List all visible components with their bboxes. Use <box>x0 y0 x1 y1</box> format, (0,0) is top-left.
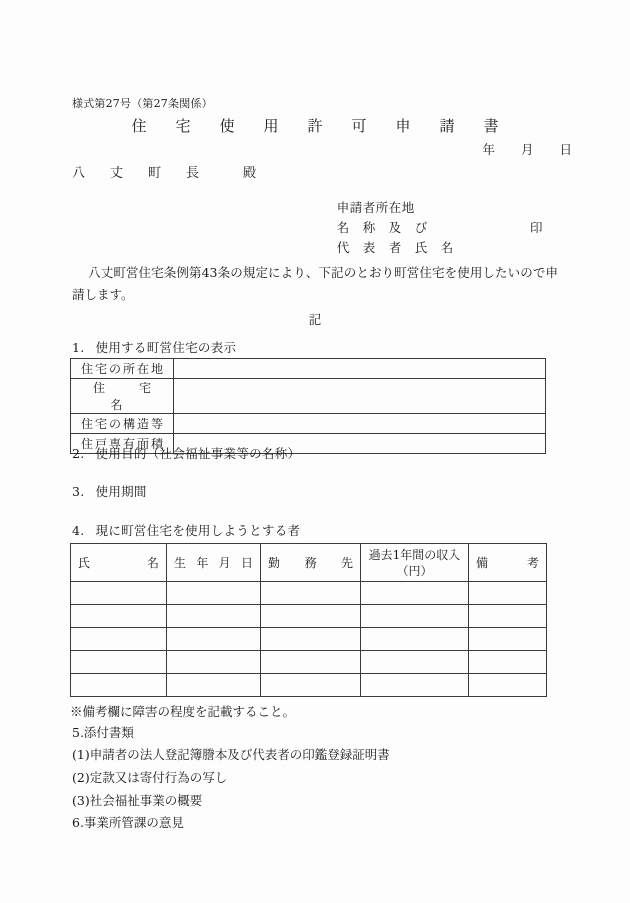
resident-name-cell[interactable] <box>71 651 167 674</box>
page-title: 住 宅 使 用 許 可 申 請 書 <box>131 117 506 135</box>
residents-table <box>70 543 547 697</box>
resident-work-cell[interactable] <box>261 651 361 674</box>
resident-birth-cell[interactable] <box>167 582 261 605</box>
section-1-label: 使用する町営住宅の表示 <box>95 340 237 355</box>
table-row <box>71 628 547 651</box>
resident-income-cell[interactable] <box>361 628 469 651</box>
applicant-representative-row <box>305 218 543 255</box>
housing-display-table <box>70 358 546 454</box>
section-1-heading <box>72 338 236 356</box>
seal-mark: 印 <box>530 220 543 235</box>
resident-income-cell[interactable] <box>361 651 469 674</box>
applicant-name-label: 名 称 及 び <box>336 220 428 235</box>
attachment-item-1: (1)申請者の法人登記簿謄本及び代表者の印鑑登録証明書 <box>72 747 390 762</box>
section-3-heading <box>72 482 147 500</box>
section-3-number: 3. <box>72 484 85 499</box>
column-header-income <box>361 544 469 582</box>
resident-birth-cell[interactable] <box>167 605 261 628</box>
resident-income-cell[interactable] <box>361 582 469 605</box>
resident-birth-cell[interactable] <box>167 651 261 674</box>
resident-work-cell[interactable] <box>261 605 361 628</box>
resident-income-cell[interactable] <box>361 605 469 628</box>
column-header-birth-3: 月 <box>218 556 231 570</box>
column-header-remarks-left: 備 <box>476 556 489 570</box>
attachment-item-2: (2)定款又は寄付行為の写し <box>72 770 228 785</box>
body-paragraph-text: 八丈町営住宅条例第43条の規定により、下記のとおり町営住宅を使用したいので申請します。 <box>72 265 558 302</box>
housing-row-value-name[interactable] <box>174 379 546 414</box>
resident-work-cell[interactable] <box>261 628 361 651</box>
housing-row-label-area: 住戸専有面積 <box>71 434 174 454</box>
column-header-remarks-right: 考 <box>526 556 539 570</box>
remarks-note: ※備考欄に障害の程度を記載すること。 <box>70 704 296 719</box>
resident-name-cell[interactable] <box>71 582 167 605</box>
table-row <box>71 414 546 434</box>
addressee: 八 丈 町 長 殿 <box>72 166 263 181</box>
resident-remarks-cell[interactable] <box>469 605 547 628</box>
applicant-location-row <box>305 178 454 215</box>
column-header-name-right: 名 <box>146 556 159 570</box>
column-header-income-line1: 過去1年間の収入 <box>368 547 461 562</box>
table-row <box>71 605 547 628</box>
resident-income-cell[interactable] <box>361 674 469 697</box>
section-4-heading <box>72 521 300 539</box>
table-row <box>71 674 547 697</box>
section-2-heading <box>72 444 300 462</box>
housing-row-label-location: 住宅の所在地 <box>71 359 174 379</box>
resident-work-cell[interactable] <box>261 674 361 697</box>
resident-birth-cell[interactable] <box>167 674 261 697</box>
section-2-label: 使用目的（社会福祉事業等の名称） <box>95 446 301 461</box>
table-row <box>71 359 546 379</box>
date-day-label: 日 <box>559 142 572 157</box>
table-row <box>71 651 547 674</box>
column-header-birthdate <box>167 544 261 582</box>
section-4-number: 4. <box>72 523 85 538</box>
resident-name-cell[interactable] <box>71 628 167 651</box>
resident-remarks-cell[interactable] <box>469 651 547 674</box>
column-header-work-left: 勤 <box>268 556 281 570</box>
section-4-label: 現に町営住宅を使用しようとする者 <box>95 523 301 538</box>
column-header-workplace <box>261 544 361 582</box>
applicant-representative-label: 代 表 者 氏 名 <box>336 240 454 255</box>
table-row <box>71 379 546 414</box>
form-number: 様式第27号（第27条関係） <box>72 97 213 110</box>
section-6-heading: 6.事業所管課の意見 <box>72 815 184 830</box>
column-header-birth-4: 日 <box>240 556 253 570</box>
section-2-number: 2. <box>72 446 85 461</box>
column-header-birth-1: 生 <box>174 556 187 570</box>
resident-remarks-cell[interactable] <box>469 582 547 605</box>
housing-row-value-structure[interactable] <box>174 414 546 434</box>
resident-name-cell[interactable] <box>71 605 167 628</box>
table-row <box>71 582 547 605</box>
applicant-name-row <box>305 198 454 235</box>
column-header-work-right: 先 <box>340 556 353 570</box>
date-year-label: 年 <box>482 142 495 157</box>
resident-birth-cell[interactable] <box>167 628 261 651</box>
resident-name-cell[interactable] <box>71 674 167 697</box>
date-line <box>0 140 630 158</box>
applicant-location-label: 申請者所在地 <box>336 200 415 215</box>
applicant-block <box>305 178 543 255</box>
housing-row-label-structure: 住宅の構造等 <box>71 414 174 434</box>
column-header-birth-2: 年 <box>196 556 209 570</box>
column-header-name <box>71 544 167 582</box>
column-header-remarks <box>469 544 547 582</box>
housing-row-label-name: 住 宅 名 <box>71 379 174 414</box>
date-month-label: 月 <box>520 142 534 157</box>
body-paragraph <box>72 262 558 306</box>
resident-remarks-cell[interactable] <box>469 674 547 697</box>
column-header-work-mid: 務 <box>304 556 317 570</box>
section-1-number: 1. <box>72 340 85 355</box>
attachment-item-3: (3)社会福祉事業の概要 <box>72 793 203 808</box>
table-header-row <box>71 544 547 582</box>
column-header-income-line2: （円） <box>396 563 433 578</box>
resident-remarks-cell[interactable] <box>469 628 547 651</box>
column-header-name-left: 氏 <box>78 556 91 570</box>
attachments-heading: 5.添付書類 <box>72 725 134 740</box>
section-3-label: 使用期間 <box>95 484 147 499</box>
ki-mark: 記 <box>308 312 322 327</box>
housing-row-value-location[interactable] <box>174 359 546 379</box>
resident-work-cell[interactable] <box>261 582 361 605</box>
